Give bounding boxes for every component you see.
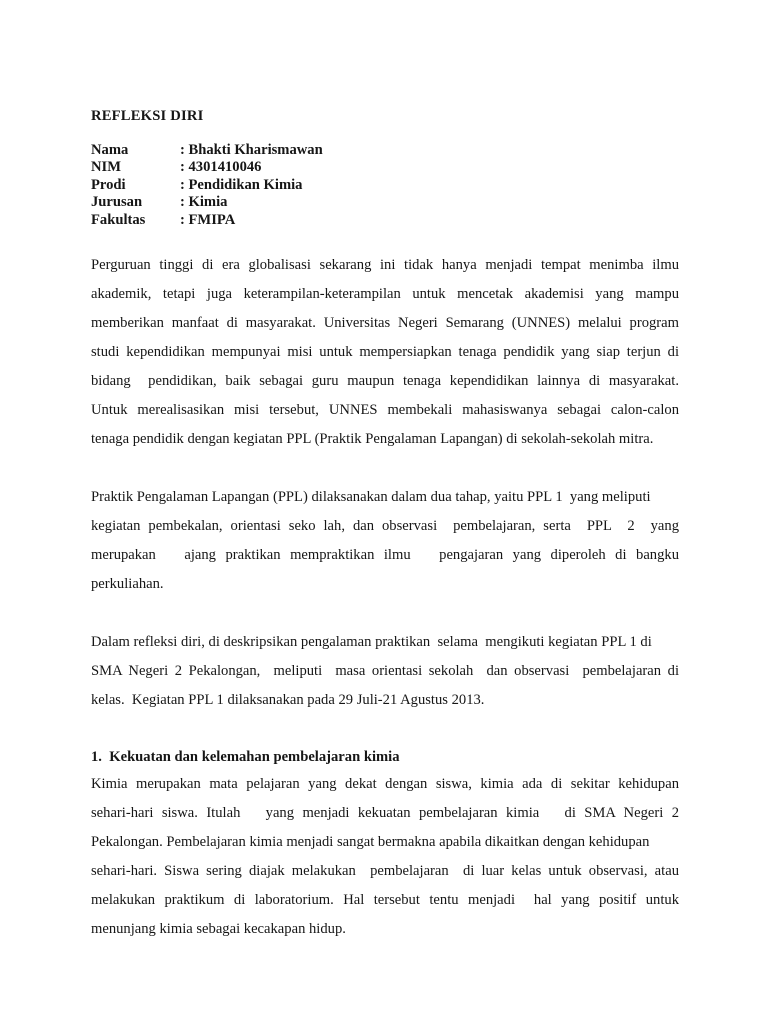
identity-label-fakultas: Fakultas — [91, 211, 146, 228]
text-line: melakukan praktikum di laboratorium. Hal tersebut tentu menjadi hal yang positif untuk — [91, 892, 679, 909]
text-line: Kimia merupakan mata pelajaran yang dekat dengan siswa, kimia ada di sekitar kehidupan — [91, 776, 679, 793]
identity-row-nim — [91, 159, 679, 176]
identity-row-nama — [91, 142, 679, 159]
identity-row-jurusan — [91, 194, 679, 211]
identity-label-nama: Nama — [91, 142, 129, 158]
text-line: studi kependidikan mempunyai misi untuk mempersiapkan tenaga pendidik yang siap terjun di — [91, 344, 679, 361]
paragraph-intro — [91, 251, 679, 454]
paragraph-ppl-tahapan — [91, 483, 679, 599]
identity-value-prodi: : Pendidikan Kimia — [180, 176, 303, 193]
identity-value-fakultas: : FMIPA — [180, 211, 236, 228]
text-line: bidang pendidikan, baik sebagai guru maupun tenaga kependidikan lainnya di masyarakat. — [91, 373, 679, 390]
text-line: merupakan ajang praktikan mempraktikan ilmu pengajaran yang diperoleh di bangku — [91, 547, 679, 564]
text-line: akademik, tetapi juga keterampilan-keterampilan untuk mencetak akademisi yang mampu — [91, 286, 679, 303]
identity-row-fakultas — [91, 212, 679, 229]
identity-label-prodi: Prodi — [91, 176, 126, 193]
document-content — [91, 108, 679, 944]
paragraph-section1-body — [91, 770, 679, 944]
text-line: menunjang kimia sebagai kecakapan hidup. — [91, 921, 346, 938]
text-line: sehari-hari. Siswa sering diajak melakukan pembelajaran di luar kelas untuk observasi, atau — [91, 863, 679, 880]
identity-value-jurusan: : Kimia — [180, 194, 228, 211]
text-line: Dalam refleksi diri, di deskripsikan pengalaman praktikan selama mengikuti kegiatan PPL 1 di — [91, 634, 652, 651]
paragraph-refleksi-lingkup — [91, 628, 679, 715]
text-line: SMA Negeri 2 Pekalongan, meliputi masa orientasi sekolah dan observasi pembelajaran di — [91, 663, 679, 680]
text-line: kelas. Kegiatan PPL 1 dilaksanakan pada 29 Juli-21 Agustus 2013. — [91, 692, 485, 709]
section-heading-1: 1. Kekuatan dan kelemahan pembelajaran kimia — [91, 749, 400, 766]
text-line: kegiatan pembekalan, orientasi seko lah, dan observasi pembelajaran, serta PPL 2 yang — [91, 518, 679, 535]
text-line: tenaga pendidik dengan kegiatan PPL (Praktik Pengalaman Lapangan) di sekolah-sekolah mitra. — [91, 431, 654, 448]
identity-label-jurusan: Jurusan — [91, 194, 143, 211]
text-line: sehari-hari siswa. Itulah yang menjadi kekuatan pembelajaran kimia di SMA Negeri 2 — [91, 805, 679, 822]
text-line: Untuk merealisasikan misi tersebut, UNNES membekali mahasiswanya sebagai calon-calon — [91, 402, 679, 419]
text-line: Perguruan tinggi di era globalisasi sekarang ini tidak hanya menjadi tempat menimba ilmu — [91, 257, 679, 274]
page-title: REFLEKSI DIRI — [91, 108, 204, 124]
text-line: Pekalongan. Pembelajaran kimia menjadi sangat bermakna apabila dikaitkan dengan kehidupan — [91, 834, 650, 851]
identity-label-nim: NIM — [91, 159, 121, 176]
text-line: perkuliahan. — [91, 576, 164, 593]
identity-row-prodi — [91, 177, 679, 194]
identity-block — [91, 142, 679, 229]
identity-value-nim: : 4301410046 — [180, 159, 262, 176]
text-line: Praktik Pengalaman Lapangan (PPL) dilaksanakan dalam dua tahap, yaitu PPL 1 yang meliputi — [91, 489, 651, 506]
identity-value-nama: : Bhakti Kharismawan — [180, 142, 323, 158]
text-line: memberikan manfaat di masyarakat. Universitas Negeri Semarang (UNNES) melalui program — [91, 315, 679, 332]
